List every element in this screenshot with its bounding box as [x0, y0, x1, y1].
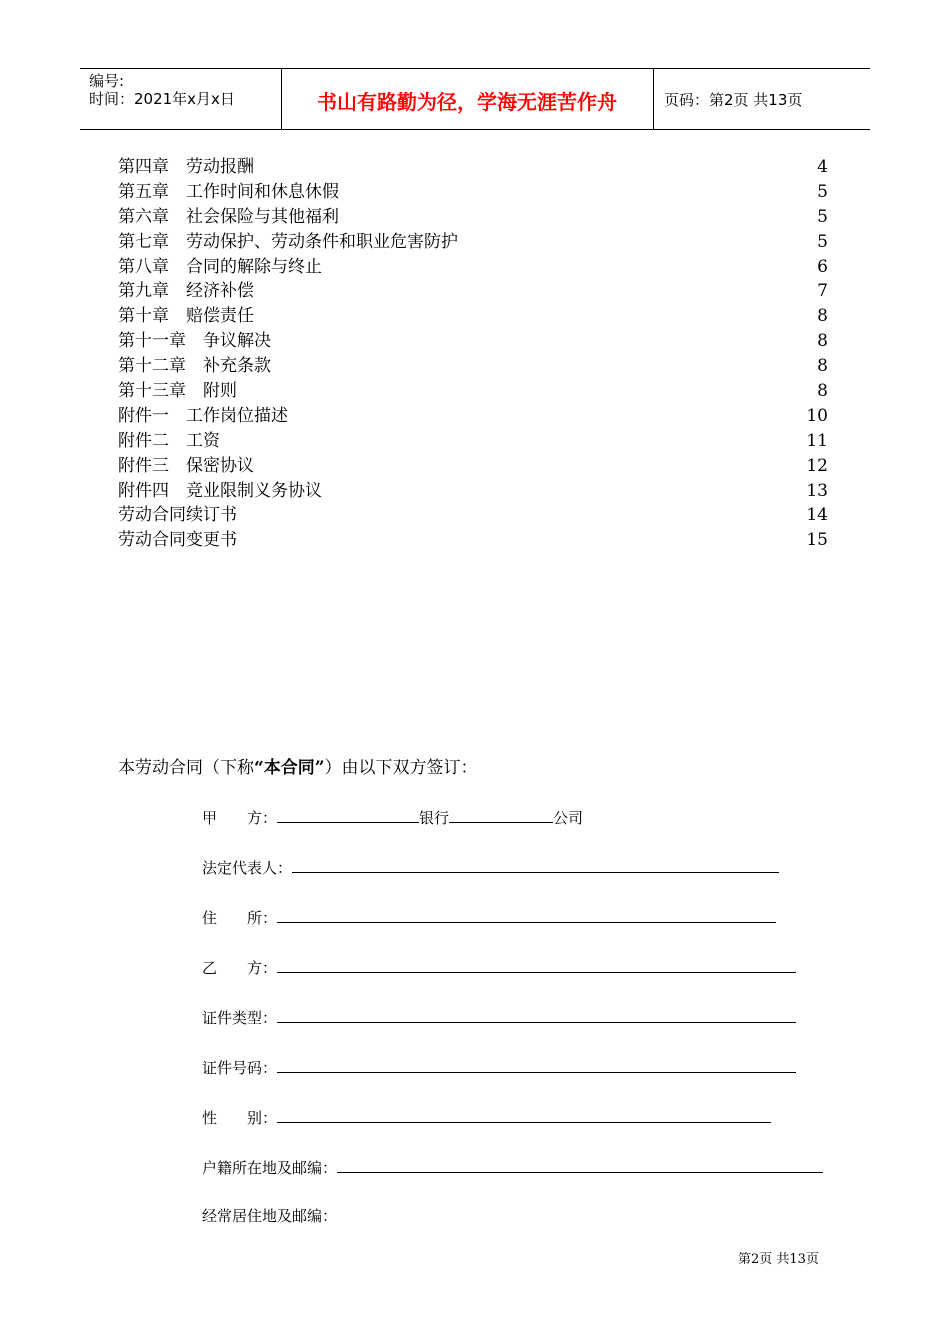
page-footer: 第2页 共13页 [738, 1252, 819, 1267]
toc-entry [118, 479, 828, 504]
party-b-field [202, 955, 796, 978]
id-type-blank[interactable] [277, 1005, 796, 1023]
household-field [202, 1155, 823, 1178]
toc-entry-page: 5 [817, 231, 828, 252]
party-a-bank-text: 银行 [419, 809, 450, 827]
domicile-blank[interactable] [277, 905, 776, 923]
toc-entry [118, 528, 828, 553]
header-motto: 书山有路勤为径，学海无涯苦作舟 [317, 90, 617, 114]
toc-entry-title: 第五章 工作时间和休息休假 [118, 181, 339, 202]
id-type-label: 证件类型： [202, 1009, 278, 1027]
id-type-field [202, 1005, 796, 1028]
header-meta-cell [80, 69, 282, 129]
toc-entry-title: 附件一 工作岗位描述 [118, 405, 288, 426]
toc-entry [118, 354, 828, 379]
id-number-label: 证件号码： [202, 1059, 278, 1077]
toc-entry-page: 11 [806, 430, 828, 451]
toc-entry-title: 第十章 赔偿责任 [118, 306, 254, 327]
toc-entry-title: 附件四 竞业限制义务协议 [118, 480, 322, 501]
header-page-cell [654, 69, 870, 129]
toc-entry-title: 劳动合同续订书 [118, 505, 237, 526]
toc-entry-title: 第十一章 争议解决 [118, 331, 271, 352]
gender-blank[interactable] [277, 1105, 771, 1123]
toc-entry-page: 8 [817, 356, 828, 377]
toc-entry [118, 180, 828, 205]
household-blank[interactable] [337, 1155, 823, 1173]
intro-text-after: ）由以下双方签订： [324, 758, 478, 778]
serial-number-label: 编号: [89, 72, 125, 90]
toc-entry-page: 8 [817, 331, 828, 352]
toc-entry-title: 第十三章 附则 [118, 381, 237, 402]
toc-entry [118, 503, 828, 528]
id-number-blank[interactable] [277, 1055, 796, 1073]
party-b-label: 乙 方： [202, 959, 278, 977]
party-a-field [202, 805, 583, 828]
table-of-contents [118, 155, 828, 553]
toc-entry [118, 379, 828, 404]
toc-entry-page: 5 [817, 181, 828, 202]
toc-entry-title: 第六章 社会保险与其他福利 [118, 206, 339, 227]
domicile-field [202, 905, 776, 928]
header-page-info: 页码：第2页 共13页 [664, 91, 803, 109]
toc-entry [118, 404, 828, 429]
residence-label: 经常居住地及邮编： [202, 1207, 338, 1225]
date-label: 时间：2021年x月x日 [89, 90, 235, 108]
toc-entry-title: 第九章 经济补偿 [118, 281, 254, 302]
toc-entry-title: 第四章 劳动报酬 [118, 157, 254, 177]
intro-text-bold: “本合同” [254, 758, 325, 778]
party-b-blank[interactable] [277, 955, 796, 973]
toc-entry-page: 5 [817, 206, 828, 227]
toc-entry [118, 155, 828, 180]
id-number-field [202, 1055, 796, 1078]
domicile-label: 住 所： [202, 909, 278, 927]
toc-entry [118, 304, 828, 329]
residence-field [202, 1205, 337, 1226]
toc-entry-title: 劳动合同变更书 [118, 530, 237, 551]
toc-entry [118, 279, 828, 304]
toc-entry-title: 第八章 合同的解除与终止 [118, 256, 322, 277]
toc-entry [118, 255, 828, 280]
toc-entry-page: 10 [806, 405, 828, 426]
intro-text-before: 本劳动合同（下称 [118, 758, 254, 778]
gender-label: 性 别： [202, 1109, 278, 1127]
party-a-label: 甲 方： [202, 809, 278, 827]
party-a-bank-blank[interactable] [277, 805, 419, 823]
toc-entry-title: 第七章 劳动保护、劳动条件和职业危害防护 [118, 231, 458, 252]
toc-entry [118, 205, 828, 230]
toc-entry-page: 14 [806, 505, 828, 526]
legal-rep-blank[interactable] [292, 855, 779, 873]
legal-rep-field [202, 855, 779, 878]
toc-entry-page: 13 [806, 480, 828, 501]
toc-entry-page: 7 [817, 281, 828, 302]
toc-entry [118, 329, 828, 354]
toc-entry [118, 454, 828, 479]
toc-entry [118, 230, 828, 255]
toc-entry [118, 429, 828, 454]
legal-rep-label: 法定代表人： [202, 859, 293, 877]
page-header [80, 68, 870, 130]
toc-entry-title: 附件三 保密协议 [118, 455, 254, 476]
toc-entry-page: 6 [817, 256, 828, 277]
gender-field [202, 1105, 771, 1128]
contract-intro [118, 753, 478, 778]
toc-entry-page: 12 [806, 455, 828, 476]
toc-entry-title: 第十二章 补充条款 [118, 356, 271, 377]
party-a-company-text: 公司 [553, 809, 584, 827]
toc-entry-page: 15 [806, 530, 828, 551]
toc-entry-page: 8 [817, 381, 828, 402]
party-a-company-blank[interactable] [449, 805, 553, 823]
toc-entry-page: 8 [817, 306, 828, 327]
toc-entry-title: 附件二 工资 [118, 430, 220, 451]
toc-entry-page: 4 [817, 157, 828, 177]
household-label: 户籍所在地及邮编： [202, 1159, 338, 1177]
header-motto-cell [281, 69, 654, 129]
